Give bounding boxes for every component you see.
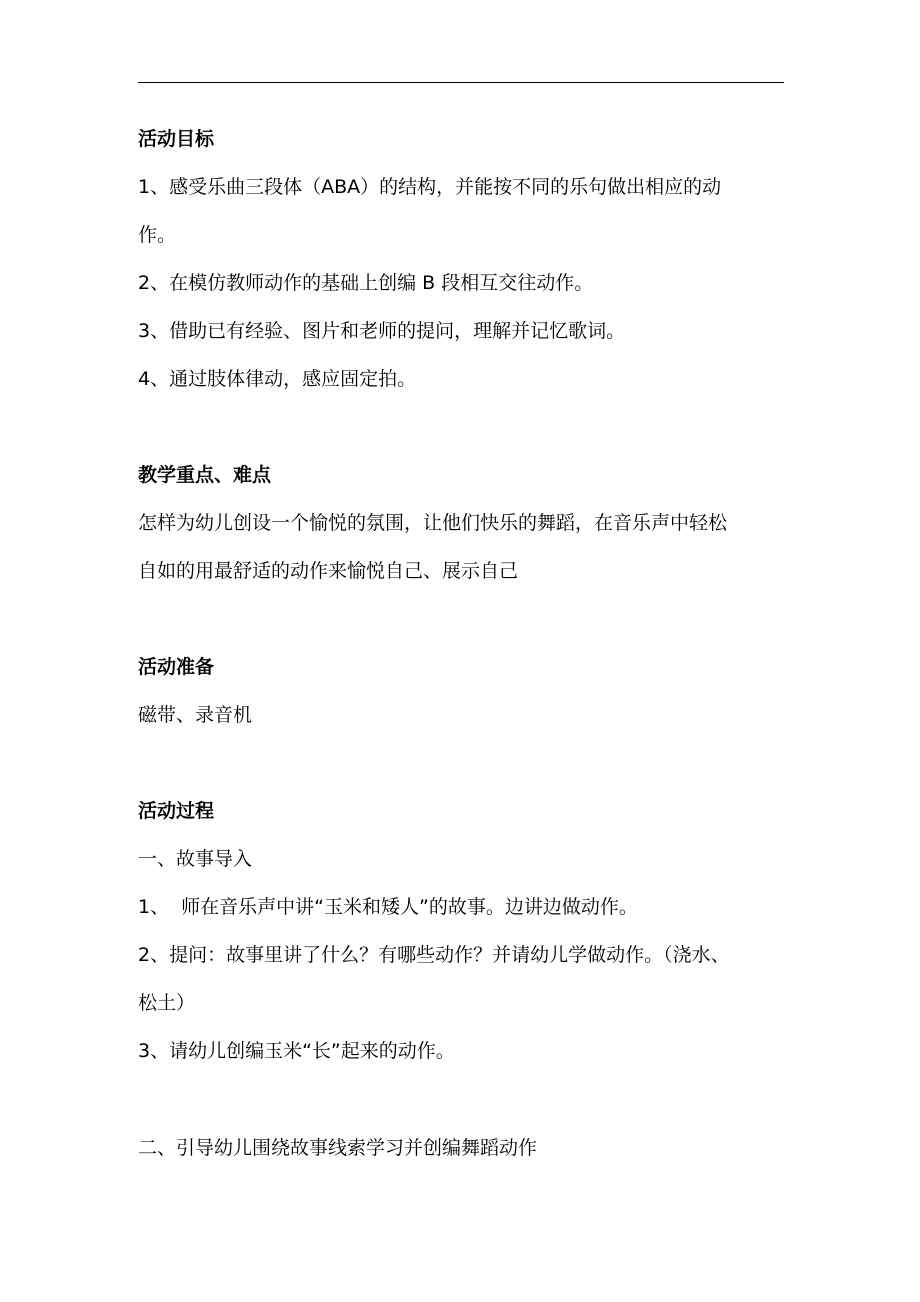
- goal-item-1: 1、感受乐曲三段体（ABA）的结构，并能按不同的乐句做出相应的动: [138, 176, 722, 198]
- section-heading-goals: 活动目标: [138, 128, 215, 150]
- process-item-1: 1、 师在音乐声中讲“玉米和矮人”的故事。边讲边做动作。: [138, 896, 638, 918]
- section-heading-preparation: 活动准备: [138, 656, 215, 678]
- process-item-2: 2、提问：故事里讲了什么？有哪些动作？并请幼儿学做动作。（浇水、: [138, 944, 730, 966]
- header-rule: [138, 82, 784, 83]
- preparation-text: 磁带、录音机: [138, 704, 253, 726]
- process-part-1-title: 一、故事导入: [138, 848, 253, 870]
- key-points-line-2: 自如的用最舒适的动作来愉悦自己、展示自己: [138, 560, 519, 582]
- section-heading-key-points: 教学重点、难点: [138, 464, 272, 486]
- goal-item-4: 4、通过肢体律动，感应固定拍。: [138, 368, 417, 390]
- key-points-line-1: 怎样为幼儿创设一个愉悦的氛围，让他们快乐的舞蹈，在音乐声中轻松: [138, 512, 728, 534]
- process-part-2-title: 二、引导幼儿围绕故事线索学习并创编舞蹈动作: [138, 1137, 538, 1159]
- goal-item-1-continued: 作。: [138, 224, 177, 246]
- process-item-3: 3、请幼儿创编玉米“长”起来的动作。: [138, 1040, 455, 1062]
- goal-item-2: 2、在模仿教师动作的基础上创编 B 段相互交往动作。: [138, 272, 594, 294]
- section-heading-process: 活动过程: [138, 800, 215, 822]
- goal-item-3: 3、借助已有经验、图片和老师的提问，理解并记忆歌词。: [138, 320, 626, 342]
- process-item-2-continued: 松土）: [138, 992, 196, 1014]
